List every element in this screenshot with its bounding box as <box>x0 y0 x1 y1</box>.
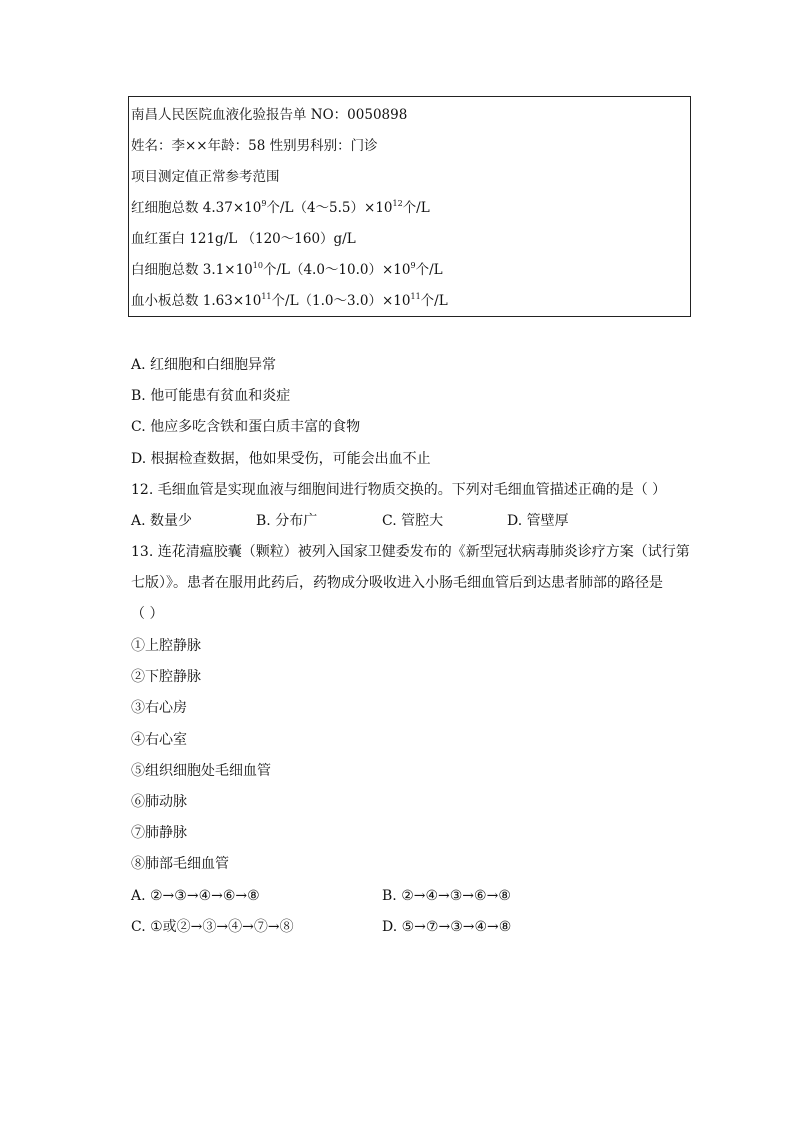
report-rbc-row <box>131 198 430 218</box>
q12-option-d: D. 管壁厚 <box>507 513 569 529</box>
wbc-text-a: 白细胞总数 3.1×10 <box>131 262 253 278</box>
rbc-text-b: 个/L（4～5.5）×10 <box>266 200 393 216</box>
plt-text-b: 个/L（1.0～3.0）×10 <box>271 293 411 309</box>
report-column-headers: 项目测定值正常参考范围 <box>131 169 280 185</box>
q13-stem-line2: 七版）》。患者在服用此药后，药物成分吸收进入小肠毛细血管后到达患者肺部的路径是 <box>131 575 663 591</box>
blood-report-table <box>128 96 691 317</box>
q13-item-6: ⑥肺动脉 <box>131 794 187 810</box>
q12-option-c: C. 管腔大 <box>382 513 444 529</box>
plt-text-c: 个/L <box>420 293 448 309</box>
q12-option-a: A. 数量少 <box>131 513 193 529</box>
q13-item-1: ①上腔静脉 <box>131 638 201 654</box>
wbc-exp2: 9 <box>410 261 416 270</box>
q13-option-a: A. ②→③→④→⑥→⑧ <box>131 888 260 904</box>
rbc-text-c: 个/L <box>402 200 430 216</box>
plt-exp2: 11 <box>410 292 421 301</box>
rbc-exp1: 9 <box>261 199 267 208</box>
q13-option-d: D. ⑤→⑦→③→④→⑧ <box>382 919 512 935</box>
wbc-text-c: 个/L <box>415 262 443 278</box>
q11-option-d: D. 根据检查数据，他如果受伤，可能会出血不止 <box>131 451 431 467</box>
q13-option-c: C. ①或②→③→④→⑦→⑧ <box>131 919 294 935</box>
report-hb-row: 血红蛋白 121g/L （120～160）g/L <box>131 231 356 247</box>
q11-option-c: C. 他应多吃含铁和蛋白质丰富的食物 <box>131 419 361 435</box>
q13-item-7: ⑦肺静脉 <box>131 825 187 841</box>
q13-item-3: ③右心房 <box>131 700 187 716</box>
q12-option-b: B. 分布广 <box>256 513 318 529</box>
wbc-exp1: 10 <box>252 261 263 270</box>
plt-exp1: 11 <box>261 292 272 301</box>
q13-item-4: ④右心室 <box>131 732 187 748</box>
q11-option-b: B. 他可能患有贫血和炎症 <box>131 388 291 404</box>
plt-text-a: 血小板总数 1.63×10 <box>131 293 262 309</box>
q13-option-b: B. ②→④→③→⑥→⑧ <box>382 888 511 904</box>
rbc-exp2: 12 <box>392 199 403 208</box>
report-plt-row <box>131 291 448 311</box>
q13-item-5: ⑤组织细胞处毛细血管 <box>131 763 271 779</box>
q13-stem-line3: （ ） <box>131 606 164 622</box>
wbc-text-b: 个/L（4.0～10.0）×10 <box>262 262 411 278</box>
report-wbc-row <box>131 260 443 280</box>
q13-stem-line1: 13. 连花清瘟胶囊（颗粒）被列入国家卫健委发布的《新型冠状病毒肺炎诊疗方案（试行第 <box>131 544 690 560</box>
q13-item-8: ⑧肺部毛细血管 <box>131 856 229 872</box>
report-patient-info: 姓名：李××年龄：58 性别男科别：门诊 <box>131 138 378 154</box>
rbc-text-a: 红细胞总数 4.37×10 <box>131 200 262 216</box>
q12-stem: 12. 毛细血管是实现血液与细胞间进行物质交换的。下列对毛细血管描述正确的是（ ） <box>131 482 667 498</box>
q13-item-2: ②下腔静脉 <box>131 669 201 685</box>
report-header: 南昌人民医院血液化验报告单 NO：0050898 <box>131 107 408 123</box>
q11-option-a: A. 红细胞和白细胞异常 <box>131 357 277 373</box>
